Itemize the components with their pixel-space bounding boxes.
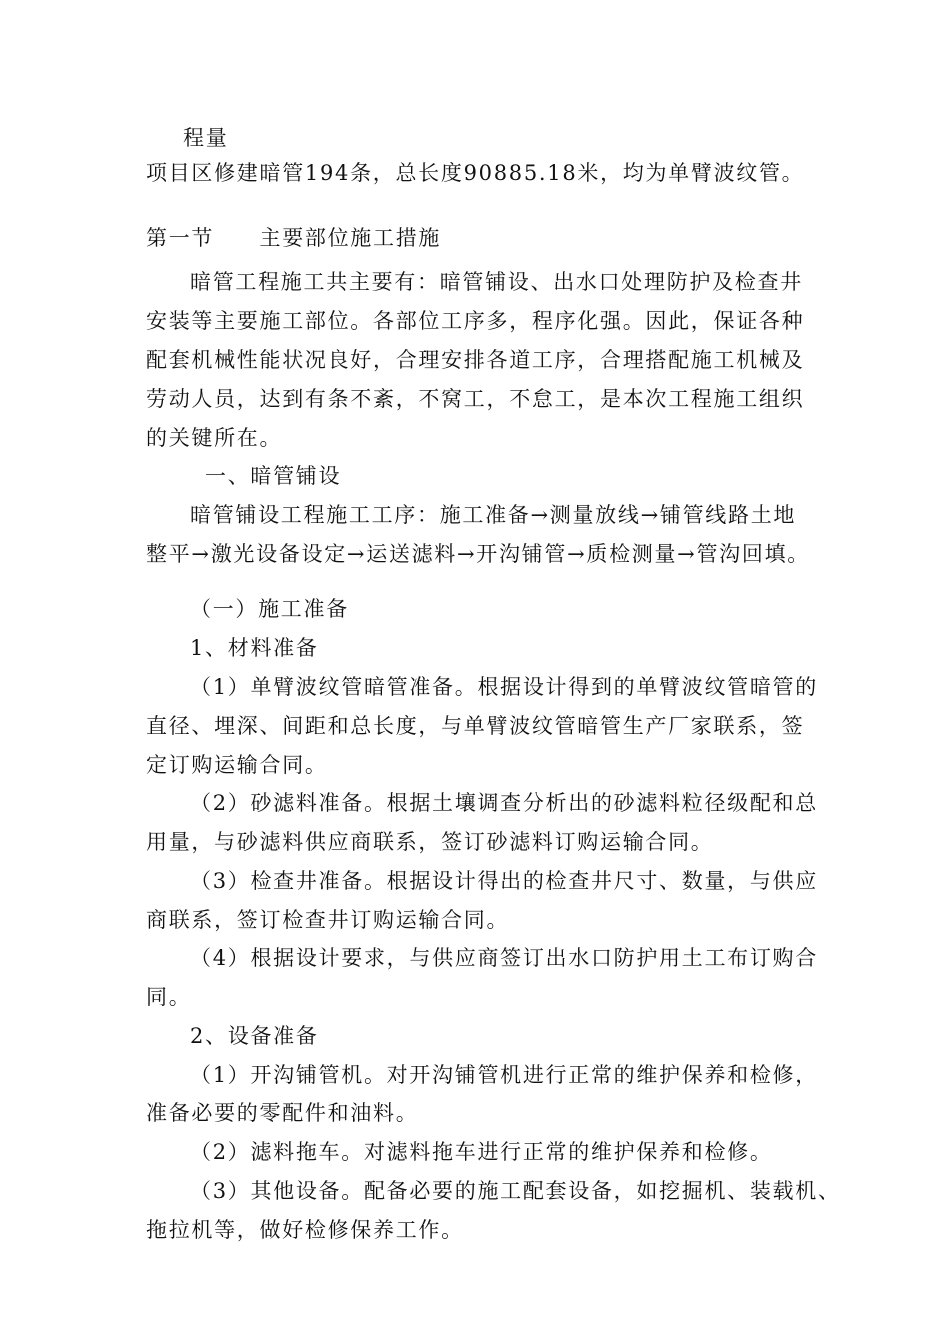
paragraph-line: 项目区修建暗管194条，总长度90885.18米，均为单臂波纹管。 [146, 161, 805, 185]
paragraph-line: （2）砂滤料准备。根据土壤调查分析出的砂滤料粒径级配和总 [190, 791, 818, 815]
paragraph-line: 拖拉机等，做好检修保养工作。 [146, 1218, 464, 1242]
paragraph-line: （1）开沟铺管机。对开沟铺管机进行正常的维护保养和检修， [190, 1063, 818, 1087]
paragraph-line: 整平→激光设备设定→运送滤料→开沟铺管→质检测量→管沟回填。 [146, 542, 810, 566]
paragraph-line: 劳动人员，达到有条不紊，不窝工，不怠工，是本次工程施工组织 [146, 387, 805, 411]
paragraph-line: （3）其他设备。配备必要的施工配套设备，如挖掘机、装载机、 [190, 1179, 841, 1203]
paragraph-line: （1）单臂波纹管暗管准备。根据设计得到的单臂波纹管暗管的 [190, 675, 818, 699]
paragraph-line: 配套机械性能状况良好，合理安排各道工序，合理搭配施工机械及 [146, 348, 805, 372]
paragraph-line: 同。 [146, 985, 192, 1009]
paragraph-line: 的关键所在。 [146, 426, 283, 450]
item-heading: 1、材料准备 [190, 636, 319, 660]
item-heading: （一）施工准备 [190, 597, 349, 621]
paragraph-line: 直径、埋深、间距和总长度，与单臂波纹管暗管生产厂家联系，签 [146, 714, 805, 738]
section-heading: 第一节 主要部位施工措施 [146, 226, 442, 250]
paragraph-line: 暗管铺设工程施工工序：施工准备→测量放线→铺管线路土地 [190, 503, 797, 527]
item-heading: 2、设备准备 [190, 1024, 319, 1048]
paragraph-line: （2）滤料拖车。对滤料拖车进行正常的维护保养和检修。 [190, 1140, 773, 1164]
paragraph-line: 暗管工程施工共主要有：暗管铺设、出水口处理防护及检查井 [190, 270, 803, 294]
paragraph-line: （3）检查井准备。根据设计得出的检查井尺寸、数量，与供应 [190, 869, 818, 893]
paragraph-line: 商联系，签订检查井订购运输合同。 [146, 908, 510, 932]
paragraph-line: 安装等主要施工部位。各部位工序多，程序化强。因此，保证各种 [146, 309, 805, 333]
subsection-heading: 一、暗管铺设 [205, 464, 342, 488]
paragraph-line: 定订购运输合同。 [146, 753, 328, 777]
heading-fragment: 程量 [183, 126, 229, 150]
paragraph-line: （4）根据设计要求，与供应商签订出水口防护用土工布订购合 [190, 946, 818, 970]
paragraph-line: 准备必要的零配件和油料。 [146, 1101, 419, 1125]
paragraph-line: 用量，与砂滤料供应商联系，签订砂滤料订购运输合同。 [146, 830, 714, 854]
